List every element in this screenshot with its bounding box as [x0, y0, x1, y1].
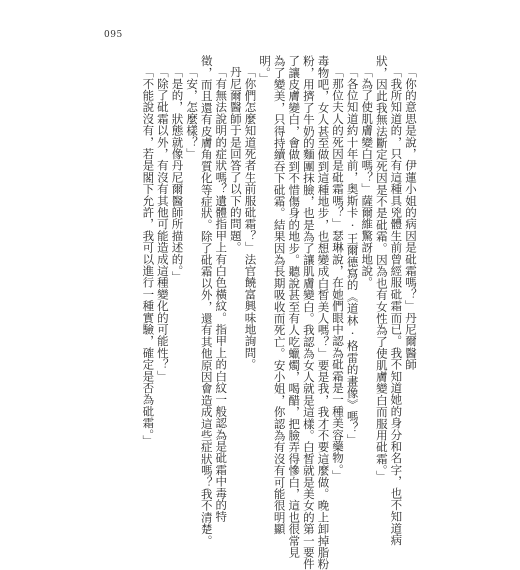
- text-column: 「各位知道約十年前，奥斯卡·王爾德寫的《道林·格雷的畫像》嗎？」: [345, 66, 360, 446]
- text-column: 「我所知道的，只有這種具兇體生前曾經服砒霜而已。我不知道她的身分和名字，也不知道病: [389, 66, 404, 546]
- text-column: 「為了使肌膚變白嗎？」薩爾維驚訝地說。: [360, 66, 375, 289]
- text-column: 毒物吧，女人甚至做到這種地步，也想變成白皙美人嗎？」要是我，我才不要這麼做。晚上卸掉脂粉: [316, 55, 331, 570]
- text-column: 「安，怎麼樣？」: [185, 66, 200, 160]
- text-column: 「有無法說明的症狀嗎？遺體指甲上有白色橫紋。指甲上的白紋一般認為是砒霜中毒的特: [214, 66, 229, 523]
- text-column: 「你們怎麼知道死者生前服砒霜？」法官饒富興味地詢問。: [243, 66, 258, 371]
- text-column: 粉，用擠了牛奶的麵團抹臉，也是為了讓肌膚變白。我認為女人就是這樣。白皙就是美女的第一要件: [301, 55, 316, 570]
- text-column: 徵，而且還有皮膚角質化等症狀。除了砒霜以外，還有其他原因會造成這些症狀嗎？我不清楚。: [199, 55, 214, 547]
- text-column: 了讓皮膚變白，會做到不惜傷身的地步。聽說甚至有人吃蠟燭，喝醋，把臉弄得慘白，這也很常見: [287, 55, 302, 559]
- vertical-text-block: [110, 55, 418, 570]
- text-column: 「那位夫人的死因是砒霜嗎？」瑟琳說，在她們眼中認為砒霜是一種美容藥物。」: [331, 66, 346, 482]
- text-column: 狀，因此我無法斷定死因是不是砒霜。因為也有女性為了使肌膚變白而服用砒霜。」: [374, 55, 389, 483]
- page-number: 095: [104, 30, 123, 40]
- text-column: 丹尼爾醫師于是回答了以下的問題。: [228, 66, 243, 254]
- text-column: 「除了砒霜以外，有沒有其他可能造成這種變化的可能性？」: [155, 66, 170, 382]
- text-column: 「是的，狀態就像丹尼爾醫師所描述的。」: [170, 66, 185, 283]
- text-column: 明。」: [258, 55, 273, 85]
- text-column: 「你的意思是說，伊蓮小姐的病因是砒霜嗎？」丹尼爾醫師: [404, 66, 418, 371]
- text-column: 為了變美，只得持續吞下砒霜。結果因為長期吸收而死亡。安小姐，你認為有沒有可能很明顯: [272, 55, 287, 535]
- text-column: 「不能說沒有，若是閣下允許，我可以進行一種實驗，確定是否為砒霜。」: [141, 66, 156, 447]
